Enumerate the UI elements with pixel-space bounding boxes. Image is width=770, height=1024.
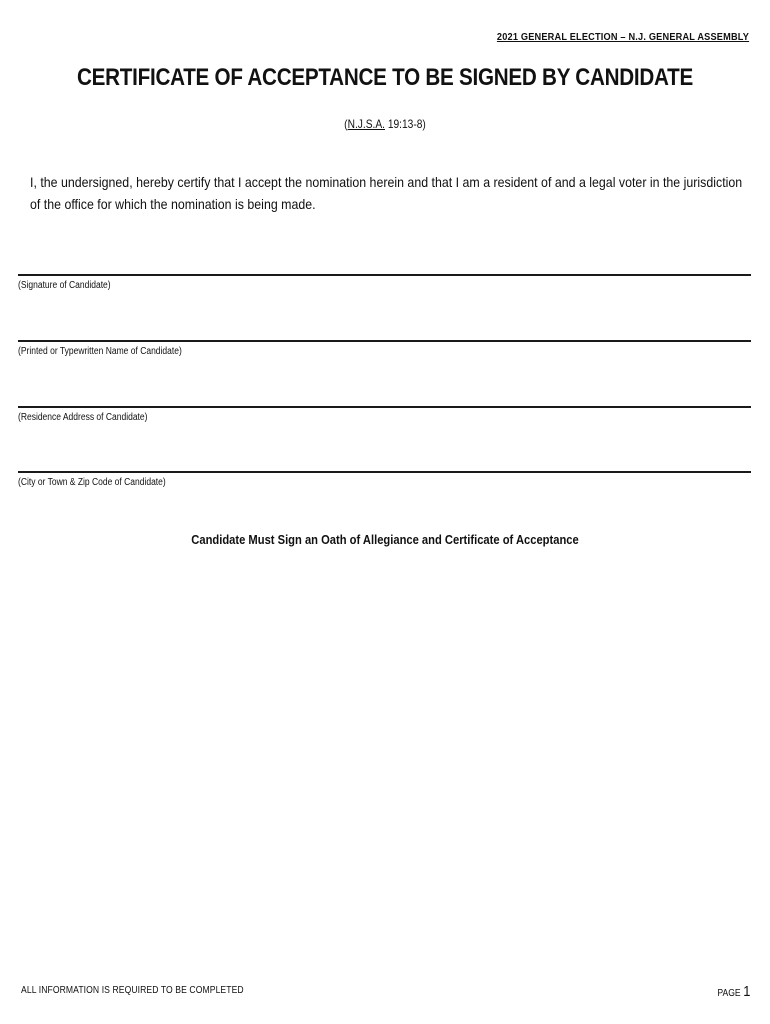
page-indicator — [717, 983, 750, 1000]
page-number: 1 — [742, 983, 750, 1000]
residence-address-field[interactable] — [18, 406, 751, 423]
citation-section: 19:13-8) — [384, 117, 426, 131]
oath-notice: Candidate Must Sign an Oath of Allegiance and Certificate of Acceptance — [191, 532, 579, 547]
citation-open-paren: ( — [344, 117, 348, 131]
printed-name-field[interactable] — [18, 340, 751, 357]
city-zip-line — [18, 471, 751, 473]
signature-line — [18, 274, 751, 276]
city-zip-field-label: (City or Town & Zip Code of Candidate) — [18, 477, 166, 488]
signature-field[interactable] — [18, 274, 751, 291]
certification-statement: I, the undersigned, hereby certify that I accept the nomination herein and that I am a resident of and a legal voter in the jurisdiction of the office for which the nomination is being made. — [30, 174, 743, 212]
citation-statute-ref: N.J.S.A. — [347, 117, 385, 131]
election-header-tag: 2021 GENERAL ELECTION – N.J. GENERAL ASSEMBLY — [496, 32, 749, 43]
statute-citation — [58, 117, 713, 131]
signature-field-label: (Signature of Candidate) — [18, 280, 111, 291]
page-label: PAGE — [716, 988, 741, 999]
footer-requirement-note: ALL INFORMATION IS REQUIRED TO BE COMPLETED — [21, 985, 244, 996]
document-title: CERTIFICATE OF ACCEPTANCE TO BE SIGNED BY CANDIDATE — [76, 64, 694, 91]
residence-address-field-label: (Residence Address of Candidate) — [18, 412, 148, 423]
printed-name-line — [18, 340, 751, 342]
residence-address-line — [18, 406, 751, 408]
city-zip-field[interactable] — [18, 471, 751, 488]
printed-name-field-label: (Printed or Typewritten Name of Candidate) — [18, 346, 182, 357]
